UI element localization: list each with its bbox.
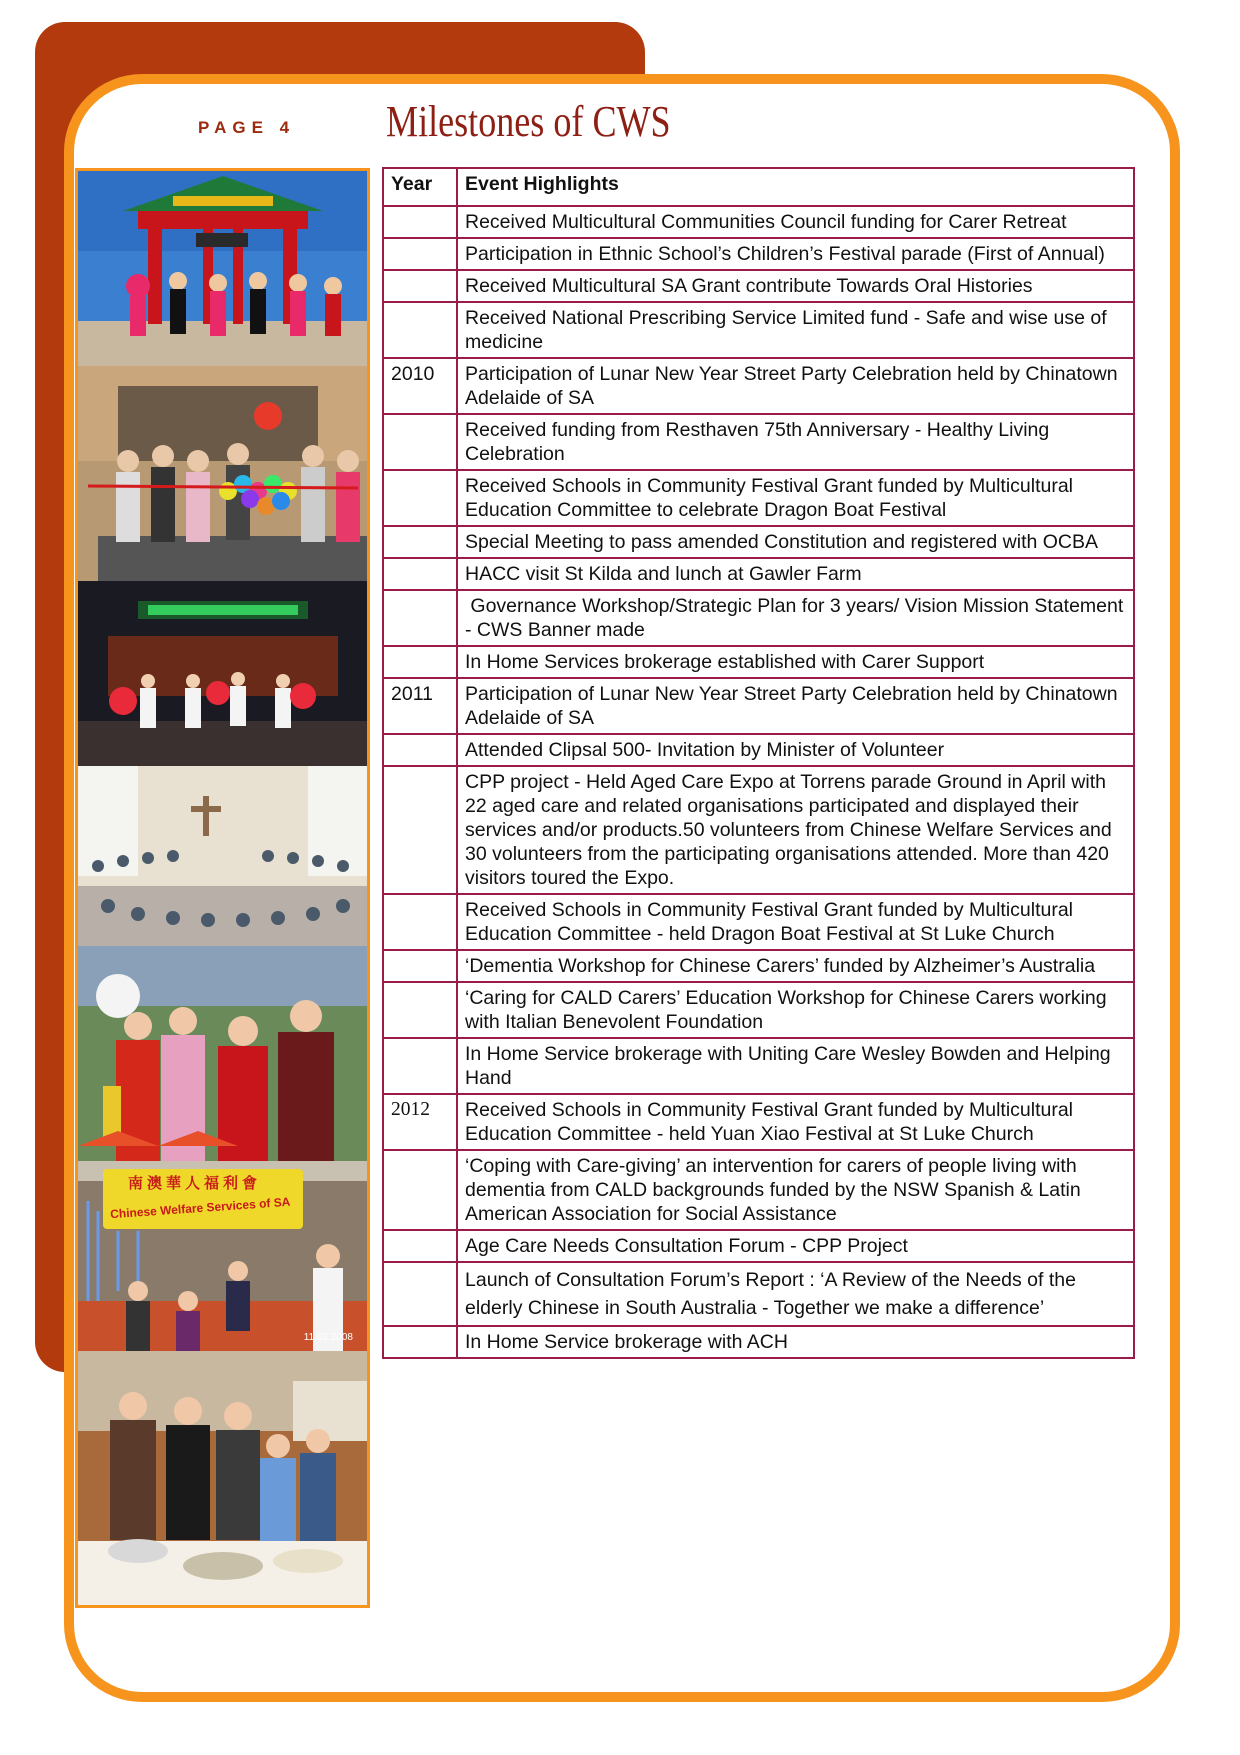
year-cell [383,894,457,950]
event-cell: Received National Prescribing Service Limited fund - Safe and wise use of medicine [457,302,1134,358]
table-row [383,766,1134,894]
year-cell [383,982,457,1038]
table-row [383,1094,1134,1150]
photo-sign-english: Chinese Welfare Services of SA [109,1194,291,1222]
event-cell: Participation in Ethnic School’s Children’s Festival parade (First of Annual) [457,238,1134,270]
event-cell: Received Multicultural Communities Council funding for Carer Retreat [457,206,1134,238]
year-cell [383,590,457,646]
table-row [383,302,1134,358]
event-cell: In Home Services brokerage established with Carer Support [457,646,1134,678]
photo-cws-stall [78,1161,367,1351]
year-cell [383,734,457,766]
year-cell [383,1326,457,1358]
year-cell [383,414,457,470]
event-cell: Governance Workshop/Strategic Plan for 3 years/ Vision Mission Statement - CWS Banner made [457,590,1134,646]
table-row [383,1038,1134,1094]
event-cell: ‘Dementia Workshop for Chinese Carers’ funded by Alzheimer’s Australia [457,950,1134,982]
table-row [383,982,1134,1038]
table-header-row [383,168,1134,206]
year-cell [383,1230,457,1262]
photo-stage-fan-dance [78,581,367,766]
photo-festival-portrait [78,946,367,1161]
photo-sign-chinese: 南澳華人福利會 [128,1174,262,1192]
photo-date-stamp: 11.02.2008 [303,1332,353,1343]
year-cell [383,470,457,526]
year-cell: 2012 [383,1094,457,1150]
event-cell: Received funding from Resthaven 75th Anniversary - Healthy Living Celebration [457,414,1134,470]
table-row [383,678,1134,734]
event-cell: ‘Caring for CALD Carers’ Education Workshop for Chinese Carers working with Italian Benevolent Foundation [457,982,1134,1038]
table-row [383,526,1134,558]
table-row [383,206,1134,238]
year-cell [383,646,457,678]
table-row [383,950,1134,982]
column-header-year: Year [383,168,457,206]
year-cell [383,1038,457,1094]
event-cell: ‘Coping with Care-giving’ an intervention for carers of people living with dementia from CALD backgrounds funded by the NSW Spanish & Latin American Association for Social Assistance [457,1150,1134,1230]
year-cell [383,238,457,270]
event-cell: Age Care Needs Consultation Forum - CPP Project [457,1230,1134,1262]
page-title: Milestones of CWS [386,97,671,146]
event-cell: HACC visit St Kilda and lunch at Gawler Farm [457,558,1134,590]
table-row [383,1230,1134,1262]
photo-chinatown-gate-dancers [78,171,367,366]
event-cell: Received Schools in Community Festival Grant funded by Multicultural Education Committee - held Yuan Xiao Festival at St Luke Church [457,1094,1134,1150]
milestones-table [382,167,1135,1359]
event-cell: In Home Service brokerage with Uniting Care Wesley Bowden and Helping Hand [457,1038,1134,1094]
event-cell: Launch of Consultation Forum’s Report : ‘A Review of the Needs of the elderly Chinese in South Australia - Together we make a difference’ [457,1262,1134,1326]
year-cell [383,950,457,982]
table-row [383,558,1134,590]
photo-church-hall-gathering [78,766,367,946]
table-row [383,646,1134,678]
table-row [383,270,1134,302]
event-cell: Participation of Lunar New Year Street Party Celebration held by Chinatown Adelaide of SA [457,678,1134,734]
event-cell: Received Schools in Community Festival Grant funded by Multicultural Education Committee - held Dragon Boat Festival at St Luke Church [457,894,1134,950]
event-cell: CPP project - Held Aged Care Expo at Torrens parade Ground in April with 22 aged care and related organisations participated and displayed their services and/or products.50 volunteers from Chinese Welfare Services and 30 volunteers from the participating organisations attended. More than 420 visitors toured the Expo. [457,766,1134,894]
table-row [383,894,1134,950]
year-cell: 2011 [383,678,457,734]
event-cell: Special Meeting to pass amended Constitution and registered with OCBA [457,526,1134,558]
event-cell: Participation of Lunar New Year Street Party Celebration held by Chinatown Adelaide of SA [457,358,1134,414]
year-cell [383,302,457,358]
year-cell [383,766,457,894]
page-number-label: PAGE 4 [198,118,296,137]
year-cell [383,558,457,590]
column-header-event: Event Highlights [457,168,1134,206]
table-row [383,358,1134,414]
year-cell: 2010 [383,358,457,414]
photo-collage [75,168,370,1608]
event-cell: Received Multicultural SA Grant contribute Towards Oral Histories [457,270,1134,302]
table-row [383,590,1134,646]
photo-ribbon-cutting-balloons [78,366,367,581]
year-cell [383,206,457,238]
table-row [383,238,1134,270]
table-row [383,470,1134,526]
table-row [383,1150,1134,1230]
event-cell: Attended Clipsal 500- Invitation by Minister of Volunteer [457,734,1134,766]
year-cell [383,1150,457,1230]
event-cell: In Home Service brokerage with ACH [457,1326,1134,1358]
table-row [383,1326,1134,1358]
table-row [383,414,1134,470]
year-cell [383,526,457,558]
event-cell: Received Schools in Community Festival Grant funded by Multicultural Education Committee to celebrate Dragon Boat Festival [457,470,1134,526]
photo-group-with-food [78,1351,367,1605]
table-row [383,734,1134,766]
year-cell [383,270,457,302]
table-row [383,1262,1134,1326]
year-cell [383,1262,457,1326]
